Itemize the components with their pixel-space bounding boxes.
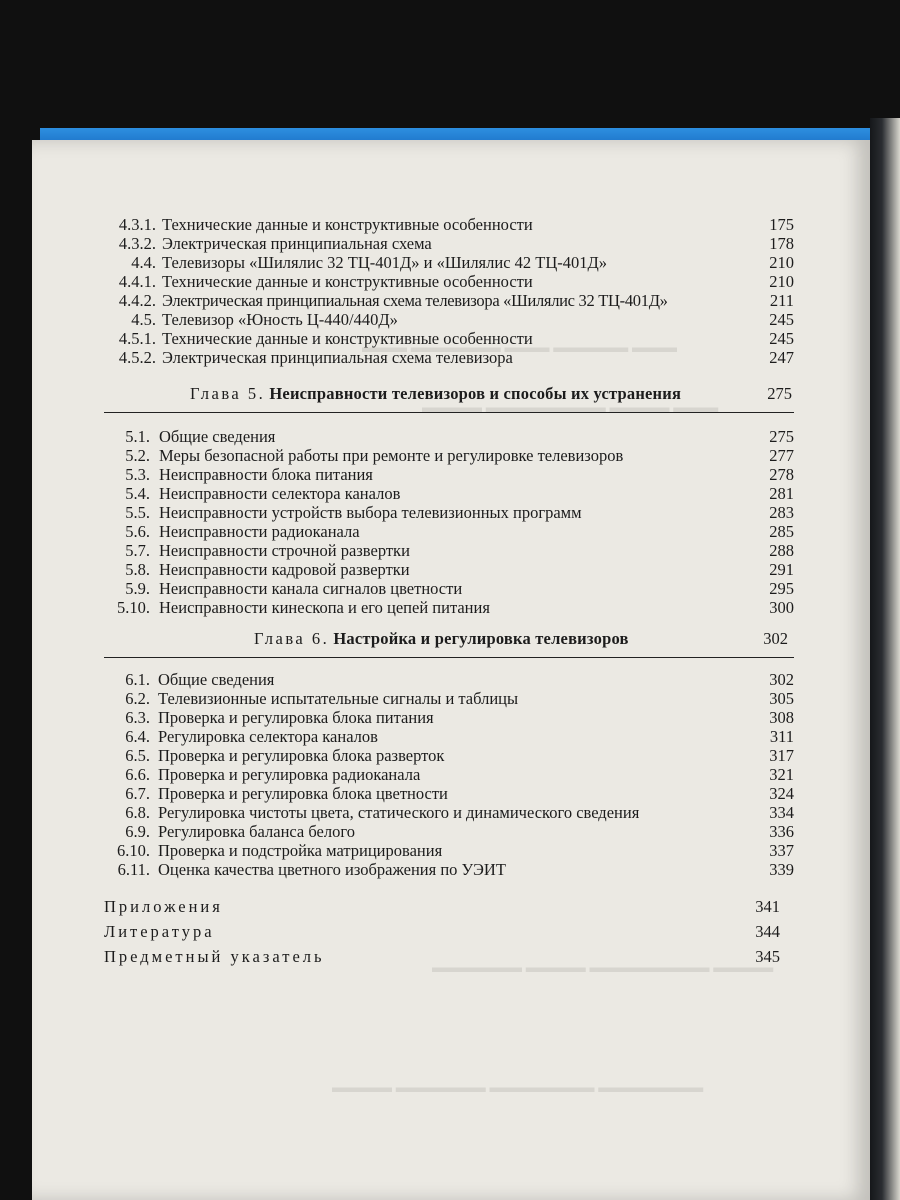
toc-entry-title: Регулировка чистоты цвета, статического и динамического сведения <box>158 803 640 822</box>
toc-entry-title: Регулировка селектора каналов <box>158 727 378 746</box>
toc-entry-number: 4.5.1. <box>118 329 156 348</box>
toc-entry-title: Проверка и регулировка радиоканала <box>158 765 421 784</box>
chapter-title: Неисправности телевизоров и способы их устранения <box>269 384 682 403</box>
toc-entry <box>32 541 870 560</box>
toc-entry-page: 245 <box>769 329 794 348</box>
toc-entry-page: 275 <box>769 427 794 446</box>
toc-entry-number: 4.5.2. <box>118 348 156 367</box>
toc-entry-page: 245 <box>769 310 794 329</box>
toc-entry-page: 300 <box>769 598 794 617</box>
toc-entry-page: 178 <box>769 234 794 253</box>
toc-entry-number: 6.2. <box>125 689 150 708</box>
toc-entry-number: 5.1. <box>125 427 150 446</box>
toc-entry <box>32 446 870 465</box>
toc-entry <box>32 841 870 860</box>
chapter-page: 302 <box>763 629 788 648</box>
toc-entry-page: 334 <box>769 803 794 822</box>
toc-entry-title: Общие сведения <box>159 427 276 446</box>
toc-entry-title: Телевизионные испытательные сигналы и таблицы <box>158 689 519 708</box>
toc-entry <box>32 860 870 879</box>
toc-entry <box>32 746 870 765</box>
toc-entry-page: 336 <box>769 822 794 841</box>
chapter-heading <box>32 628 870 650</box>
toc-entry-page: 337 <box>769 841 794 860</box>
toc-entry-title: Неисправности устройств выбора телевизионных программ <box>159 503 582 522</box>
chapter-heading <box>32 383 870 405</box>
toc-entry-number: 5.5. <box>125 503 150 522</box>
toc-entry-title: Электрическая принципиальная схема телевизора <box>162 348 513 367</box>
toc-entry-number: 6.9. <box>125 822 150 841</box>
toc-entry <box>32 708 870 727</box>
toc-entry-number: 5.7. <box>125 541 150 560</box>
toc-entry-number: 6.8. <box>125 803 150 822</box>
toc-entry <box>32 329 870 348</box>
toc-entry-page: 210 <box>769 272 794 291</box>
toc-entry-title: Неисправности кадровой развертки <box>159 560 410 579</box>
show-through-texture: ▬▬▬▬▬▬ ▬▬▬▬ ▬▬▬▬▬▬▬▬ ▬▬▬▬ <box>432 960 774 976</box>
toc-entry <box>32 727 870 746</box>
toc-entry-number: 4.3.1. <box>118 215 156 234</box>
toc-entry-title: Технические данные и конструктивные особенности <box>162 272 533 291</box>
toc-entry-number: 6.6. <box>125 765 150 784</box>
chapter-rule <box>104 412 794 413</box>
toc-entry-title: Проверка и регулировка блока питания <box>158 708 434 727</box>
toc-entry-number: 4.3.2. <box>118 234 156 253</box>
toc-entry <box>32 310 870 329</box>
toc-entry-page: 302 <box>769 670 794 689</box>
back-matter-title: Предметный указатель <box>104 947 325 966</box>
toc-entry-title: Неисправности строчной развертки <box>159 541 410 560</box>
toc-entry <box>32 822 870 841</box>
toc-entry-page: 339 <box>769 860 794 879</box>
toc-entry-page: 308 <box>769 708 794 727</box>
toc-entry-number: 5.10. <box>117 598 150 617</box>
chapter-rule <box>104 657 794 658</box>
toc-entry <box>32 598 870 617</box>
book-cover-right <box>870 118 900 1200</box>
toc-entry-page: 295 <box>769 579 794 598</box>
toc-entry-page: 285 <box>769 522 794 541</box>
toc-entry-number: 4.4. <box>131 253 156 272</box>
toc-entry-page: 321 <box>769 765 794 784</box>
toc-entry-number: 4.4.2. <box>118 291 156 310</box>
toc-entry-title: Оценка качества цветного изображения по УЭИТ <box>158 860 506 879</box>
book-page <box>32 140 870 1200</box>
toc-entry-title: Неисправности канала сигналов цветности <box>159 579 463 598</box>
toc-entry <box>32 291 870 310</box>
toc-entry-number: 5.4. <box>125 484 150 503</box>
toc-entry <box>32 784 870 803</box>
toc-entry-number: 6.3. <box>125 708 150 727</box>
toc-entry-number: 6.10. <box>117 841 150 860</box>
back-matter-title: Литература <box>104 922 215 941</box>
toc-entry <box>32 560 870 579</box>
toc-entry-number: 5.8. <box>125 560 150 579</box>
toc-entry <box>32 670 870 689</box>
toc-entry <box>32 465 870 484</box>
toc-entry-number: 6.4. <box>125 727 150 746</box>
toc-entry-title: Меры безопасной работы при ремонте и регулировке телевизоров <box>159 446 624 465</box>
toc-entry-title: Неисправности селектора каналов <box>159 484 401 503</box>
back-matter-page: 345 <box>755 947 780 966</box>
toc-entry <box>32 253 870 272</box>
toc-entry-page: 210 <box>769 253 794 272</box>
chapter-label: Глава 6. <box>254 629 330 648</box>
toc-entry-number: 4.4.1. <box>118 272 156 291</box>
toc-entry-title: Общие сведения <box>158 670 275 689</box>
toc-entry-title: Неисправности кинескопа и его цепей питания <box>159 598 490 617</box>
toc-entry-number: 5.6. <box>125 522 150 541</box>
toc-entry-number: 4.5. <box>131 310 156 329</box>
toc-entry <box>32 689 870 708</box>
toc-entry-title: Технические данные и конструктивные особенности <box>162 329 533 348</box>
toc-entry-title: Телевизоры «Шилялис 32 ТЦ-401Д» и «Шилялис 42 ТЦ-401Д» <box>162 253 608 272</box>
toc-entry-title: Электрическая принципиальная схема <box>162 234 432 253</box>
toc-entry-page: 247 <box>769 348 794 367</box>
back-matter-title: Приложения <box>104 897 223 916</box>
toc-entry-title: Телевизор «Юность Ц-440/440Д» <box>162 310 398 329</box>
toc-entry-page: 311 <box>769 727 794 746</box>
toc-entry-title: Проверка и регулировка блока разверток <box>158 746 445 765</box>
toc-entry-number: 6.7. <box>125 784 150 803</box>
back-matter-page: 344 <box>755 922 780 941</box>
toc-entry-number: 5.3. <box>125 465 150 484</box>
toc-entry-number: 6.5. <box>125 746 150 765</box>
toc-entry-page: 288 <box>769 541 794 560</box>
toc-entry-page: 211 <box>769 291 794 310</box>
toc-entry <box>32 215 870 234</box>
toc-entry-page: 317 <box>769 746 794 765</box>
toc-entry-page: 278 <box>769 465 794 484</box>
toc-entry <box>32 484 870 503</box>
toc-entry-page: 277 <box>769 446 794 465</box>
show-through-texture: ▬▬▬ ▬▬▬▬▬▬ ▬▬▬ ▬▬▬▬▬ ▬▬▬ <box>362 340 677 356</box>
show-through-texture: ▬▬▬▬ ▬▬▬▬▬▬▬▬ ▬▬▬▬ ▬▬▬ <box>422 400 719 416</box>
toc-entry-number: 6.11. <box>117 860 150 879</box>
toc-entry-title: Проверка и подстройка матрицирования <box>158 841 443 860</box>
toc-entry-page: 324 <box>769 784 794 803</box>
back-matter-page: 341 <box>755 897 780 916</box>
toc-entry-number: 6.1. <box>125 670 150 689</box>
chapter-title: Настройка и регулировка телевизоров <box>333 629 629 648</box>
toc-entry-title: Проверка и регулировка блока цветности <box>158 784 448 803</box>
toc-entry <box>32 503 870 522</box>
toc-entry-title: Технические данные и конструктивные особенности <box>162 215 533 234</box>
show-through-texture: ▬▬▬▬ ▬▬▬▬▬▬ ▬▬▬▬▬▬▬ ▬▬▬▬▬▬▬ <box>332 1080 704 1096</box>
toc-entry-number: 5.9. <box>125 579 150 598</box>
toc-entry-title: Неисправности радиоканала <box>159 522 360 541</box>
toc-entry-number: 5.2. <box>125 446 150 465</box>
toc-entry-page: 305 <box>769 689 794 708</box>
toc-entry-title: Электрическая принципиальная схема телевизора «Шилялис 32 ТЦ-401Д» <box>162 291 668 310</box>
toc-entry <box>32 272 870 291</box>
toc-entry <box>32 234 870 253</box>
toc-entry-page: 283 <box>769 503 794 522</box>
toc-entry <box>32 348 870 367</box>
toc-entry-title: Неисправности блока питания <box>159 465 373 484</box>
toc-entry <box>32 579 870 598</box>
toc-entry <box>32 427 870 446</box>
chapter-page: 275 <box>767 384 792 403</box>
toc-entry-title: Регулировка баланса белого <box>158 822 355 841</box>
toc-entry-page: 291 <box>769 560 794 579</box>
toc-entry <box>32 522 870 541</box>
toc-entry <box>32 803 870 822</box>
toc-entry <box>32 765 870 784</box>
chapter-label: Глава 5. <box>190 384 266 403</box>
toc-entry-page: 175 <box>769 215 794 234</box>
toc-entry-page: 281 <box>769 484 794 503</box>
